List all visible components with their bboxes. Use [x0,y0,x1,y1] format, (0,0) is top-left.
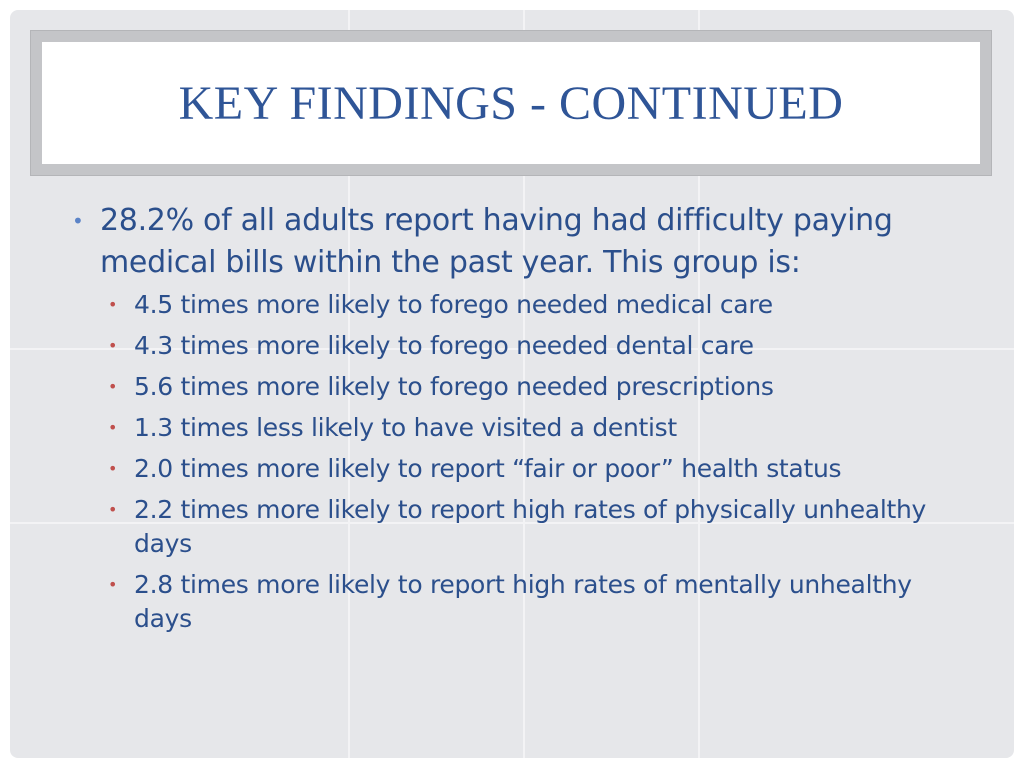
sub-bullet-list [68,288,968,636]
sub-bullet-text: 5.6 times more likely to forego needed prescriptions [134,372,774,401]
sub-bullet-item [102,411,968,445]
bullet-icon: • [108,418,118,437]
sub-bullet-text: 4.5 times more likely to forego needed medical care [134,290,773,319]
bullet-icon: • [108,459,118,478]
title-frame [30,30,992,176]
sub-bullet-item [102,370,968,404]
bullet-icon: • [108,500,118,519]
main-bullet-item [68,200,968,284]
slide [10,10,1014,758]
bullet-icon: • [72,209,84,233]
slide-body [68,200,968,643]
sub-bullet-item [102,329,968,363]
sub-bullet-item [102,452,968,486]
bullet-icon: • [108,377,118,396]
sub-bullet-text: 4.3 times more likely to forego needed dental care [134,331,754,360]
main-bullet-text: 28.2% of all adults report having had difficulty paying medical bills within the past year. This group is: [100,203,893,280]
bullet-icon: • [108,336,118,355]
sub-bullet-item [102,288,968,322]
bullet-icon: • [108,575,118,594]
bullet-icon: • [108,295,118,314]
sub-bullet-text: 1.3 times less likely to have visited a dentist [134,413,677,442]
sub-bullet-text: 2.2 times more likely to report high rates of physically unhealthy days [134,495,927,558]
sub-bullet-text: 2.8 times more likely to report high rates of mentally unhealthy days [134,570,912,633]
slide-title: KEY FINDINGS - CONTINUED [178,76,844,130]
title-box [42,42,980,164]
sub-bullet-text: 2.0 times more likely to report “fair or poor” health status [134,454,842,483]
sub-bullet-item [102,493,968,561]
sub-bullet-item [102,568,968,636]
